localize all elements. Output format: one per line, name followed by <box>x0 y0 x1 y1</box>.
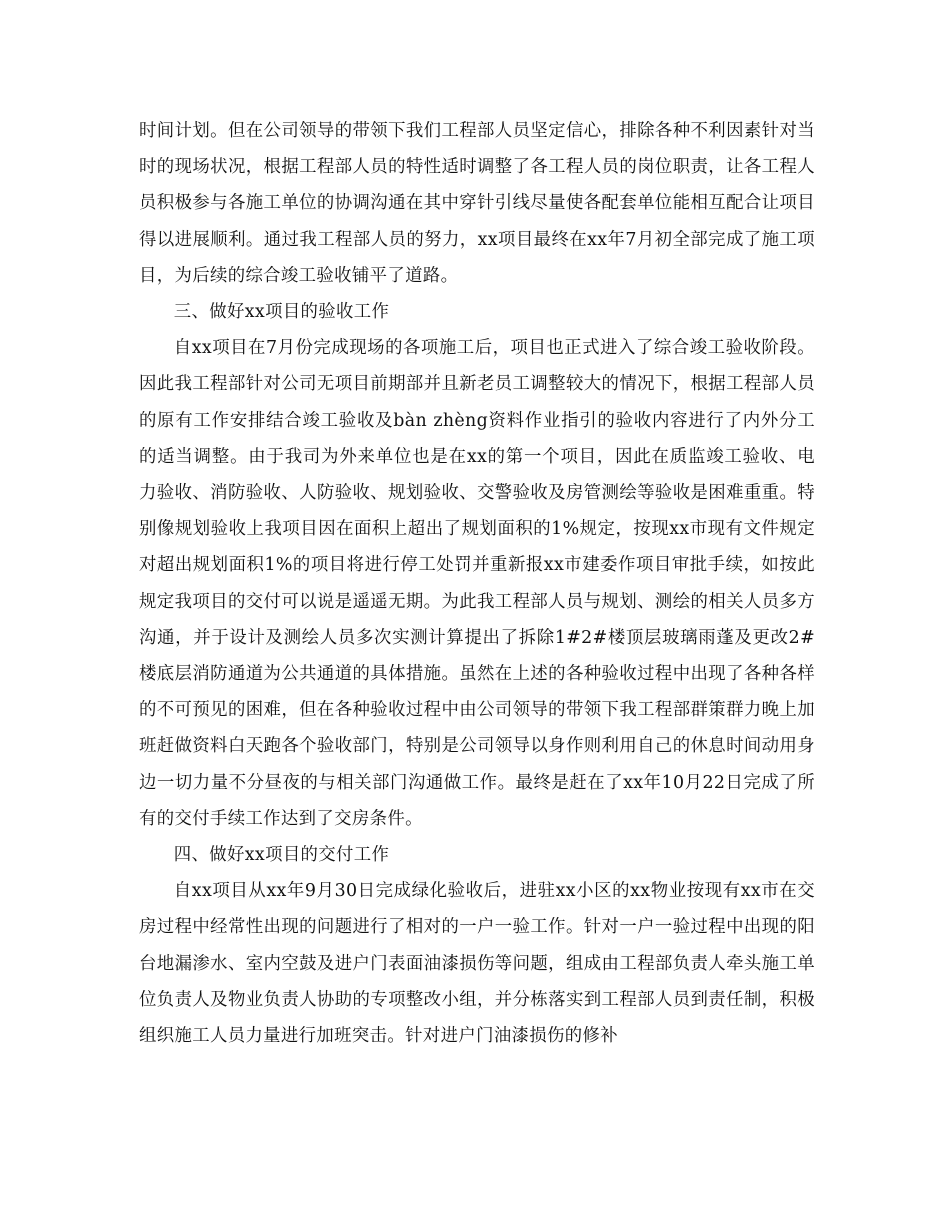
document-body <box>139 113 815 1054</box>
section-heading-3: 三、做好xx项目的验收工作 <box>173 302 390 323</box>
paragraph-acceptance: 自xx项目在7月份完成现场的各项施工后，项目也正式进入了综合竣工验收阶段。因此我工程部针对公司无项目前期部并且新老员工调整较大的情况下，根据工程部人员的原有工作安排结合竣工验收及bàn zhèng资料作业指引的验收内容进行了内外分工的适当调整。由于我司为外来单位也是在xx的第一个项目，因此在质监竣工验收、电力验收、消防验收、人防验收、规划验收、交警验收及房管测绘等验收是困难重重。特别像规划验收上我项目因在面积上超出了规划面积的1%规定，按现xx市现有文件规定对超出规划面积1%的项目将进行停工处罚并重新报xx市建委作项目审批手续，如按此规定我项目的交付可以说是遥遥无期。为此我工程部人员与规划、测绘的相关人员多方沟通，并于设计及测绘人员多次实测计算提出了拆除1#2#楼顶层玻璃雨蓬及更改2#楼底层消防通道为公共通道的具体措施。虽然在上述的各种验收过程中出现了各种各样的不可预见的困难，但在各种验收过程中由公司领导的带领下我工程部群策群力晚上加班赶做资料白天跑各个验收部门，特别是公司领导以身作则利用自己的休息时间动用身边一切力量不分昼夜的与相关部门沟通做工作。最终是赶在了xx年10月22日完成了所有的交付手续工作达到了交房条件。 <box>139 338 815 829</box>
paragraph-delivery: 自xx项目从xx年9月30日完成绿化验收后，进驻xx小区的xx物业按现有xx市在交房过程中经常性出现的问题进行了相对的一户一验工作。针对一户一验过程中出现的阳台地漏渗水、室内空鼓及进户门表面油漆损伤等问题，组成由工程部负责人牵头施工单位负责人及物业负责人协助的专项整改小组，并分栋落实到工程部人员到责任制，积极组织施工人员力量进行加班突击。针对进户门油漆损伤的修补 <box>139 881 815 1047</box>
section-heading-4: 四、做好xx项目的交付工作 <box>173 845 390 866</box>
paragraph-continuation: 时间计划。但在公司领导的带领下我们工程部人员坚定信心，排除各种不利因素针对当时的现场状况，根据工程部人员的特性适时调整了各工程人员的岗位职责，让各工程人员积极参与各施工单位的协调沟通在其中穿针引线尽量使各配套单位能相互配合让项目得以进展顺利。通过我工程部人员的努力，xx项目最终在xx年7月初全部完成了施工项目，为后续的综合竣工验收铺平了道路。 <box>139 121 815 286</box>
